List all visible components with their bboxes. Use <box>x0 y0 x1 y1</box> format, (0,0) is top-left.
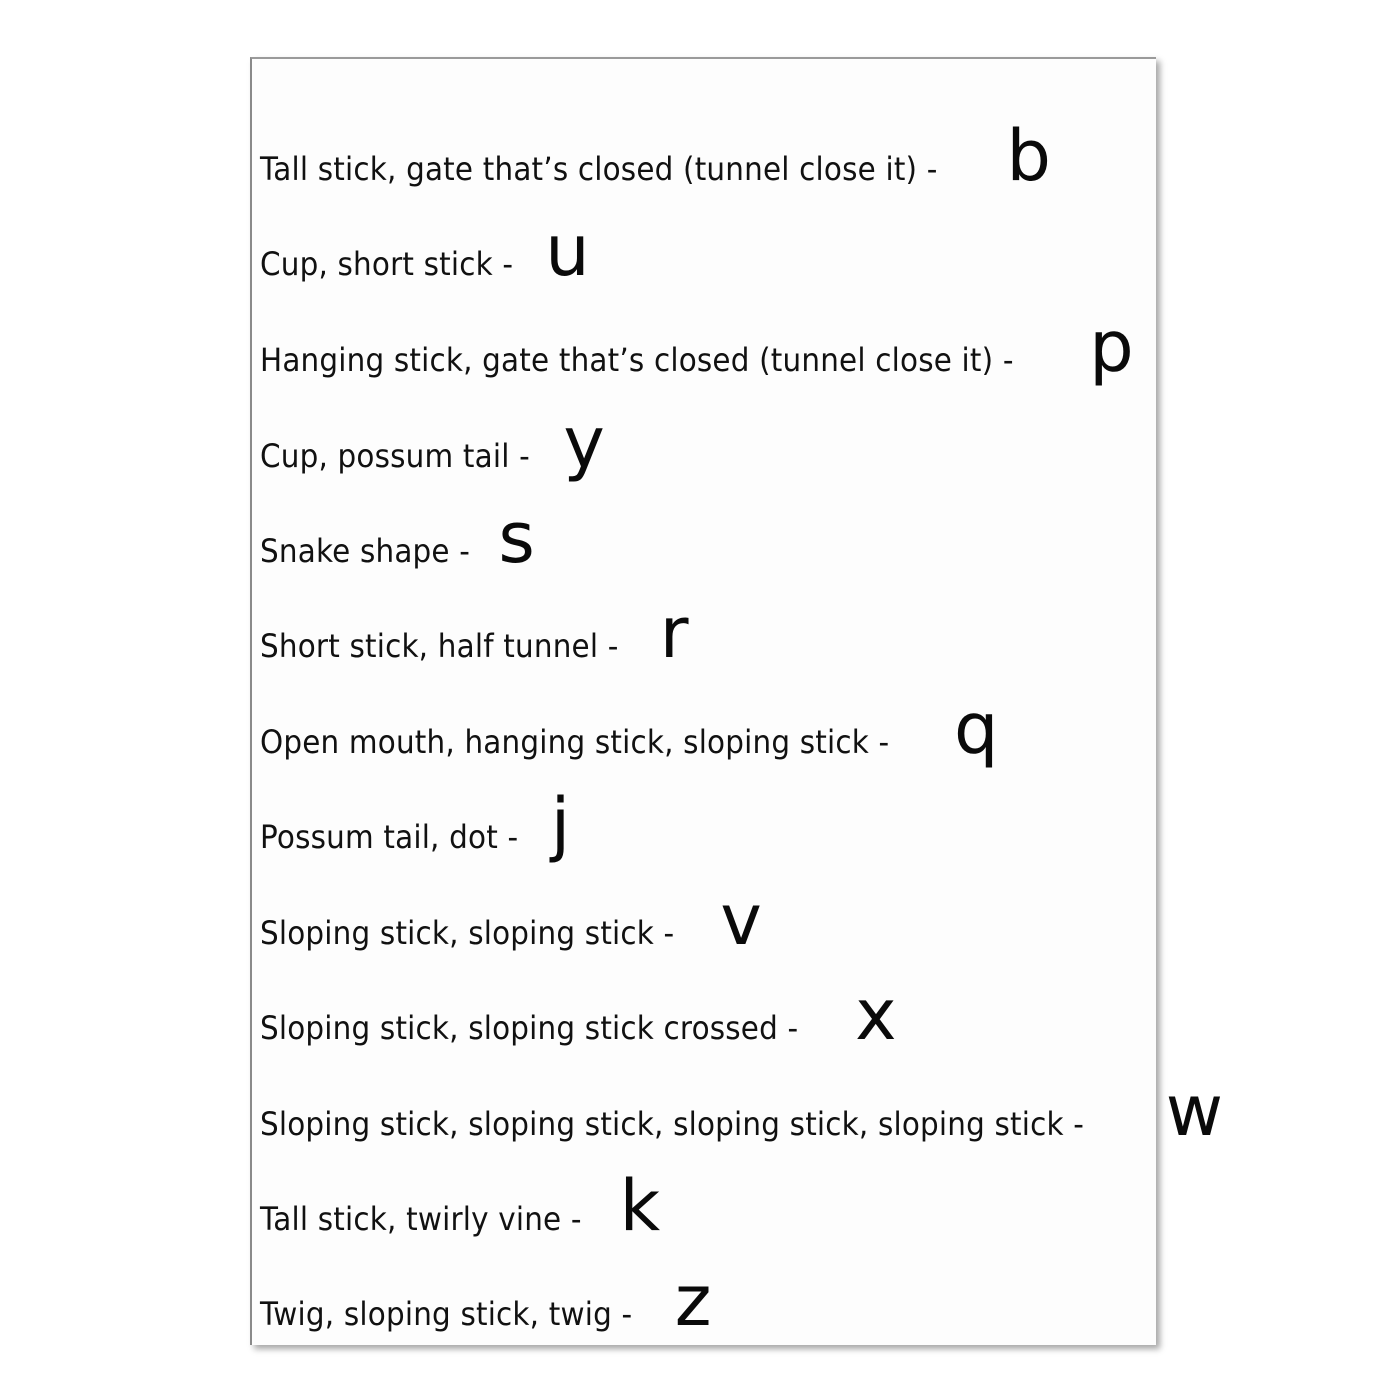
entry-letter: x <box>855 974 897 1056</box>
entry-row-k <box>260 1165 661 1247</box>
entry-letter: q <box>954 688 999 770</box>
entry-row-y <box>260 402 605 484</box>
entry-row-u <box>260 210 590 292</box>
entry-description: Sloping stick, sloping stick - <box>260 914 675 952</box>
entry-row-b <box>260 115 1051 197</box>
entry-description: Snake shape - <box>260 532 471 570</box>
entry-row-x <box>260 974 897 1056</box>
entry-row-p <box>260 306 1134 388</box>
entry-description: Possum tail, dot - <box>260 818 519 856</box>
entry-description: Sloping stick, sloping stick crossed - <box>260 1009 799 1047</box>
entry-row-w <box>260 1070 1224 1152</box>
entry-letter: p <box>1089 306 1134 388</box>
entry-description: Hanging stick, gate that’s closed (tunnel close it) - <box>260 341 1014 379</box>
entry-row-q <box>260 688 999 770</box>
entry-description: Cup, possum tail - <box>260 437 530 475</box>
entry-description: Sloping stick, sloping stick, sloping stick, sloping stick - <box>260 1105 1085 1143</box>
entry-letter: r <box>659 592 689 674</box>
entry-description: Short stick, half tunnel - <box>260 627 619 665</box>
entry-letter: w <box>1165 1070 1224 1152</box>
entry-description: Tall stick, twirly vine - <box>260 1200 582 1238</box>
entry-row-z <box>260 1260 712 1342</box>
entry-row-r <box>260 592 689 674</box>
entry-row-v <box>260 879 762 961</box>
entry-description: Tall stick, gate that’s closed (tunnel close it) - <box>260 150 938 188</box>
entry-letter: k <box>619 1165 661 1247</box>
letter-formation-card <box>250 57 1224 1345</box>
entry-letter: s <box>498 497 535 579</box>
entry-letter: u <box>545 210 590 292</box>
entry-letter: b <box>1006 115 1051 197</box>
entry-description: Twig, sloping stick, twig - <box>260 1295 633 1333</box>
entry-row-s <box>260 497 535 579</box>
entry-letter: z <box>674 1260 712 1342</box>
entry-letter: y <box>563 402 605 484</box>
entry-description: Open mouth, hanging stick, sloping stick - <box>260 723 890 761</box>
entry-description: Cup, short stick - <box>260 245 514 283</box>
entry-row-j <box>260 783 571 865</box>
entry-letter: v <box>720 879 762 961</box>
entry-letter: j <box>550 783 571 865</box>
